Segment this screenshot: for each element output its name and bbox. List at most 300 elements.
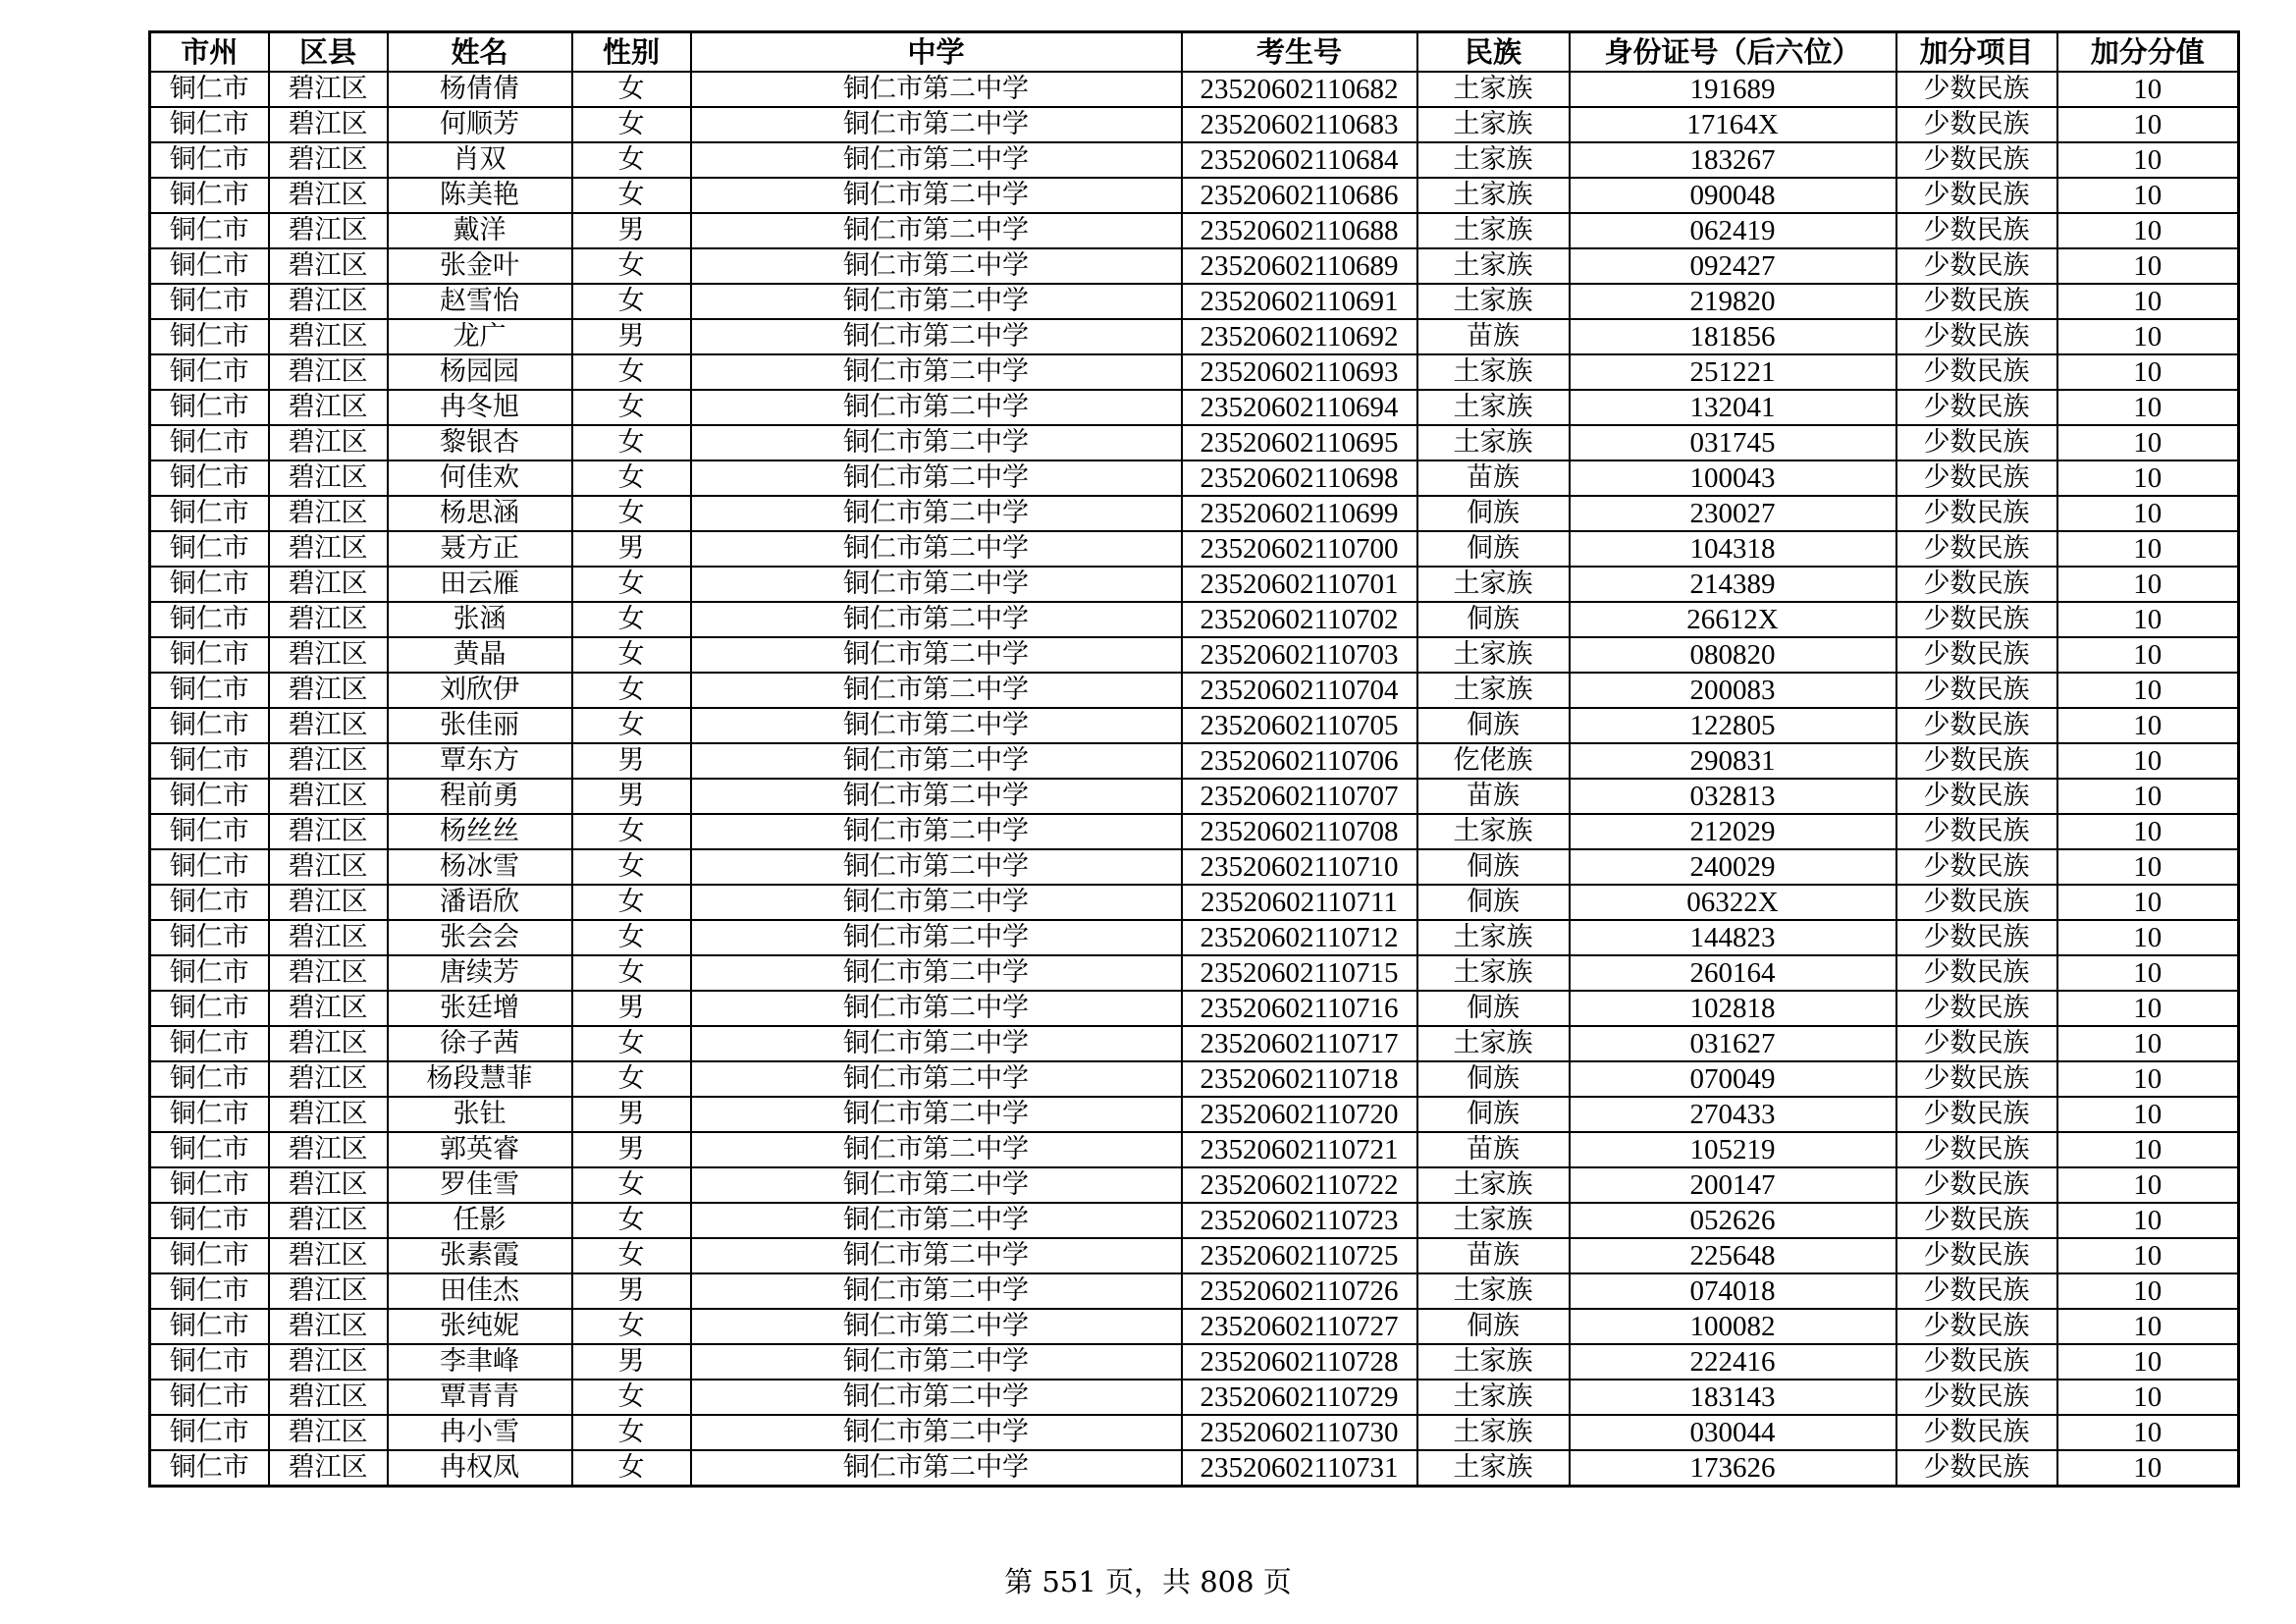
cell-exam-id: 23520602110707 <box>1182 779 1417 814</box>
cell-gender: 男 <box>572 531 691 567</box>
cell-gender: 女 <box>572 390 691 425</box>
cell-ethnicity: 土家族 <box>1417 354 1570 390</box>
cell-bonus-item: 少数民族 <box>1896 1097 2057 1132</box>
cell-bonus-item: 少数民族 <box>1896 1238 2057 1273</box>
cell-bonus-value: 10 <box>2057 142 2239 178</box>
cell-city: 铜仁市 <box>150 1309 269 1344</box>
table-row <box>150 460 2239 496</box>
cell-district: 碧江区 <box>269 284 388 319</box>
cell-gender: 男 <box>572 1132 691 1167</box>
cell-city: 铜仁市 <box>150 1415 269 1450</box>
cell-bonus-item: 少数民族 <box>1896 1415 2057 1450</box>
cell-city: 铜仁市 <box>150 673 269 708</box>
cell-district: 碧江区 <box>269 1203 388 1238</box>
cell-district: 碧江区 <box>269 248 388 284</box>
cell-city: 铜仁市 <box>150 602 269 637</box>
cell-gender: 女 <box>572 425 691 460</box>
table-row <box>150 284 2239 319</box>
cell-school: 铜仁市第二中学 <box>691 1380 1182 1415</box>
cell-bonus-item: 少数民族 <box>1896 1203 2057 1238</box>
cell-school: 铜仁市第二中学 <box>691 779 1182 814</box>
col-header-gender: 性别 <box>572 32 691 73</box>
cell-city: 铜仁市 <box>150 425 269 460</box>
cell-name: 罗佳雪 <box>388 1167 572 1203</box>
cell-school: 铜仁市第二中学 <box>691 531 1182 567</box>
cell-school: 铜仁市第二中学 <box>691 885 1182 920</box>
cell-name: 唐续芳 <box>388 955 572 991</box>
cell-gender: 女 <box>572 955 691 991</box>
cell-name: 杨段慧菲 <box>388 1061 572 1097</box>
cell-exam-id: 23520602110723 <box>1182 1203 1417 1238</box>
cell-exam-id: 23520602110720 <box>1182 1097 1417 1132</box>
cell-city: 铜仁市 <box>150 1238 269 1273</box>
cell-city: 铜仁市 <box>150 1061 269 1097</box>
cell-school: 铜仁市第二中学 <box>691 1203 1182 1238</box>
cell-bonus-value: 10 <box>2057 1238 2239 1273</box>
col-header-district: 区县 <box>269 32 388 73</box>
cell-id-last6: 173626 <box>1570 1450 1896 1487</box>
cell-gender: 女 <box>572 248 691 284</box>
cell-bonus-value: 10 <box>2057 637 2239 673</box>
cell-city: 铜仁市 <box>150 1344 269 1380</box>
cell-school: 铜仁市第二中学 <box>691 460 1182 496</box>
table-row <box>150 72 2239 107</box>
cell-exam-id: 23520602110706 <box>1182 743 1417 779</box>
cell-bonus-item: 少数民族 <box>1896 779 2057 814</box>
cell-ethnicity: 土家族 <box>1417 1273 1570 1309</box>
table-row <box>150 567 2239 602</box>
table-body <box>150 72 2239 1487</box>
cell-exam-id: 23520602110710 <box>1182 849 1417 885</box>
cell-ethnicity: 土家族 <box>1417 1450 1570 1487</box>
cell-id-last6: 290831 <box>1570 743 1896 779</box>
cell-gender: 男 <box>572 1273 691 1309</box>
table-row <box>150 425 2239 460</box>
cell-bonus-value: 10 <box>2057 390 2239 425</box>
cell-gender: 女 <box>572 673 691 708</box>
cell-bonus-value: 10 <box>2057 708 2239 743</box>
cell-city: 铜仁市 <box>150 567 269 602</box>
cell-gender: 女 <box>572 142 691 178</box>
table-row <box>150 1450 2239 1487</box>
cell-city: 铜仁市 <box>150 814 269 849</box>
table-row <box>150 142 2239 178</box>
table-row <box>150 354 2239 390</box>
cell-ethnicity: 侗族 <box>1417 496 1570 531</box>
cell-bonus-value: 10 <box>2057 1203 2239 1238</box>
cell-ethnicity: 侗族 <box>1417 1309 1570 1344</box>
cell-bonus-item: 少数民族 <box>1896 567 2057 602</box>
table-row <box>150 1238 2239 1273</box>
cell-district: 碧江区 <box>269 1167 388 1203</box>
cell-district: 碧江区 <box>269 496 388 531</box>
cell-city: 铜仁市 <box>150 991 269 1026</box>
cell-bonus-value: 10 <box>2057 1273 2239 1309</box>
col-header-city: 市州 <box>150 32 269 73</box>
cell-id-last6: 104318 <box>1570 531 1896 567</box>
cell-bonus-value: 10 <box>2057 319 2239 354</box>
cell-city: 铜仁市 <box>150 1167 269 1203</box>
cell-district: 碧江区 <box>269 213 388 248</box>
cell-id-last6: 100043 <box>1570 460 1896 496</box>
cell-bonus-value: 10 <box>2057 743 2239 779</box>
cell-bonus-item: 少数民族 <box>1896 1132 2057 1167</box>
cell-id-last6: 260164 <box>1570 955 1896 991</box>
cell-district: 碧江区 <box>269 425 388 460</box>
cell-bonus-item: 少数民族 <box>1896 460 2057 496</box>
cell-id-last6: 132041 <box>1570 390 1896 425</box>
table-row <box>150 1273 2239 1309</box>
cell-district: 碧江区 <box>269 460 388 496</box>
cell-district: 碧江区 <box>269 885 388 920</box>
cell-exam-id: 23520602110729 <box>1182 1380 1417 1415</box>
cell-id-last6: 200083 <box>1570 673 1896 708</box>
cell-district: 碧江区 <box>269 1273 388 1309</box>
cell-city: 铜仁市 <box>150 107 269 142</box>
cell-bonus-value: 10 <box>2057 1450 2239 1487</box>
cell-city: 铜仁市 <box>150 1203 269 1238</box>
col-header-ethnicity: 民族 <box>1417 32 1570 73</box>
cell-bonus-item: 少数民族 <box>1896 602 2057 637</box>
cell-district: 碧江区 <box>269 991 388 1026</box>
cell-ethnicity: 侗族 <box>1417 602 1570 637</box>
cell-ethnicity: 土家族 <box>1417 284 1570 319</box>
cell-city: 铜仁市 <box>150 142 269 178</box>
cell-exam-id: 23520602110684 <box>1182 142 1417 178</box>
cell-id-last6: 270433 <box>1570 1097 1896 1132</box>
cell-gender: 女 <box>572 1026 691 1061</box>
cell-school: 铜仁市第二中学 <box>691 1132 1182 1167</box>
table-row <box>150 1380 2239 1415</box>
cell-name: 何顺芳 <box>388 107 572 142</box>
table-row <box>150 390 2239 425</box>
cell-ethnicity: 土家族 <box>1417 107 1570 142</box>
cell-school: 铜仁市第二中学 <box>691 920 1182 955</box>
cell-bonus-value: 10 <box>2057 178 2239 213</box>
cell-id-last6: 06322X <box>1570 885 1896 920</box>
cell-district: 碧江区 <box>269 178 388 213</box>
cell-bonus-item: 少数民族 <box>1896 743 2057 779</box>
cell-exam-id: 23520602110704 <box>1182 673 1417 708</box>
cell-gender: 女 <box>572 1309 691 1344</box>
cell-bonus-item: 少数民族 <box>1896 814 2057 849</box>
cell-exam-id: 23520602110727 <box>1182 1309 1417 1344</box>
cell-school: 铜仁市第二中学 <box>691 1061 1182 1097</box>
cell-exam-id: 23520602110695 <box>1182 425 1417 460</box>
cell-ethnicity: 土家族 <box>1417 920 1570 955</box>
col-header-id-last6: 身份证号（后六位） <box>1570 32 1896 73</box>
cell-bonus-value: 10 <box>2057 1061 2239 1097</box>
cell-gender: 女 <box>572 849 691 885</box>
cell-bonus-item: 少数民族 <box>1896 955 2057 991</box>
cell-gender: 男 <box>572 991 691 1026</box>
cell-district: 碧江区 <box>269 1380 388 1415</box>
cell-bonus-value: 10 <box>2057 213 2239 248</box>
cell-ethnicity: 侗族 <box>1417 708 1570 743</box>
cell-bonus-item: 少数民族 <box>1896 1273 2057 1309</box>
cell-id-last6: 212029 <box>1570 814 1896 849</box>
cell-exam-id: 23520602110716 <box>1182 991 1417 1026</box>
cell-id-last6: 052626 <box>1570 1203 1896 1238</box>
cell-school: 铜仁市第二中学 <box>691 284 1182 319</box>
cell-bonus-item: 少数民族 <box>1896 1061 2057 1097</box>
cell-exam-id: 23520602110731 <box>1182 1450 1417 1487</box>
cell-id-last6: 26612X <box>1570 602 1896 637</box>
cell-district: 碧江区 <box>269 319 388 354</box>
cell-exam-id: 23520602110693 <box>1182 354 1417 390</box>
cell-bonus-item: 少数民族 <box>1896 213 2057 248</box>
cell-ethnicity: 土家族 <box>1417 390 1570 425</box>
table-row <box>150 1167 2239 1203</box>
cell-bonus-item: 少数民族 <box>1896 1167 2057 1203</box>
cell-bonus-item: 少数民族 <box>1896 1344 2057 1380</box>
cell-bonus-item: 少数民族 <box>1896 425 2057 460</box>
cell-ethnicity: 土家族 <box>1417 1344 1570 1380</box>
cell-exam-id: 23520602110712 <box>1182 920 1417 955</box>
cell-bonus-value: 10 <box>2057 849 2239 885</box>
cell-ethnicity: 土家族 <box>1417 1026 1570 1061</box>
cell-bonus-item: 少数民族 <box>1896 673 2057 708</box>
cell-ethnicity: 侗族 <box>1417 1061 1570 1097</box>
cell-school: 铜仁市第二中学 <box>691 425 1182 460</box>
cell-ethnicity: 土家族 <box>1417 1203 1570 1238</box>
cell-gender: 女 <box>572 602 691 637</box>
cell-city: 铜仁市 <box>150 213 269 248</box>
cell-district: 碧江区 <box>269 1450 388 1487</box>
cell-school: 铜仁市第二中学 <box>691 1344 1182 1380</box>
cell-ethnicity: 土家族 <box>1417 142 1570 178</box>
table-row <box>150 1097 2239 1132</box>
cell-id-last6: 032813 <box>1570 779 1896 814</box>
cell-name: 张会会 <box>388 920 572 955</box>
cell-school: 铜仁市第二中学 <box>691 178 1182 213</box>
cell-name: 黄晶 <box>388 637 572 673</box>
cell-district: 碧江区 <box>269 708 388 743</box>
cell-gender: 女 <box>572 920 691 955</box>
cell-gender: 女 <box>572 1450 691 1487</box>
cell-id-last6: 181856 <box>1570 319 1896 354</box>
cell-gender: 女 <box>572 72 691 107</box>
page-footer: 第 551 页，共 808 页 <box>1004 1565 1292 1598</box>
cell-city: 铜仁市 <box>150 496 269 531</box>
cell-name: 张金叶 <box>388 248 572 284</box>
cell-id-last6: 144823 <box>1570 920 1896 955</box>
cell-gender: 女 <box>572 708 691 743</box>
cell-ethnicity: 苗族 <box>1417 460 1570 496</box>
cell-district: 碧江区 <box>269 390 388 425</box>
cell-bonus-value: 10 <box>2057 955 2239 991</box>
cell-id-last6: 191689 <box>1570 72 1896 107</box>
cell-bonus-item: 少数民族 <box>1896 849 2057 885</box>
cell-ethnicity: 土家族 <box>1417 814 1570 849</box>
cell-city: 铜仁市 <box>150 319 269 354</box>
cell-bonus-value: 10 <box>2057 531 2239 567</box>
cell-city: 铜仁市 <box>150 1380 269 1415</box>
cell-city: 铜仁市 <box>150 920 269 955</box>
cell-id-last6: 183143 <box>1570 1380 1896 1415</box>
cell-district: 碧江区 <box>269 1309 388 1344</box>
table-row <box>150 248 2239 284</box>
table-row <box>150 955 2239 991</box>
cell-bonus-value: 10 <box>2057 460 2239 496</box>
cell-ethnicity: 土家族 <box>1417 955 1570 991</box>
cell-exam-id: 23520602110708 <box>1182 814 1417 849</box>
cell-exam-id: 23520602110715 <box>1182 955 1417 991</box>
cell-gender: 男 <box>572 1097 691 1132</box>
cell-school: 铜仁市第二中学 <box>691 743 1182 779</box>
cell-name: 杨倩倩 <box>388 72 572 107</box>
cell-name: 聂方正 <box>388 531 572 567</box>
cell-id-last6: 031627 <box>1570 1026 1896 1061</box>
cell-id-last6: 219820 <box>1570 284 1896 319</box>
cell-bonus-value: 10 <box>2057 920 2239 955</box>
cell-name: 冉小雪 <box>388 1415 572 1450</box>
cell-name: 程前勇 <box>388 779 572 814</box>
cell-bonus-item: 少数民族 <box>1896 284 2057 319</box>
cell-gender: 女 <box>572 1238 691 1273</box>
cell-ethnicity: 土家族 <box>1417 673 1570 708</box>
cell-district: 碧江区 <box>269 1415 388 1450</box>
cell-district: 碧江区 <box>269 1344 388 1380</box>
cell-ethnicity: 土家族 <box>1417 72 1570 107</box>
cell-school: 铜仁市第二中学 <box>691 72 1182 107</box>
cell-exam-id: 23520602110702 <box>1182 602 1417 637</box>
cell-gender: 女 <box>572 1380 691 1415</box>
cell-bonus-item: 少数民族 <box>1896 496 2057 531</box>
cell-gender: 女 <box>572 284 691 319</box>
cell-exam-id: 23520602110711 <box>1182 885 1417 920</box>
cell-city: 铜仁市 <box>150 1132 269 1167</box>
cell-name: 张廷增 <box>388 991 572 1026</box>
cell-school: 铜仁市第二中学 <box>691 602 1182 637</box>
cell-bonus-value: 10 <box>2057 1344 2239 1380</box>
cell-bonus-value: 10 <box>2057 1167 2239 1203</box>
cell-name: 杨丝丝 <box>388 814 572 849</box>
cell-school: 铜仁市第二中学 <box>691 1415 1182 1450</box>
cell-bonus-value: 10 <box>2057 496 2239 531</box>
bonus-points-table <box>148 30 2240 1488</box>
cell-exam-id: 23520602110689 <box>1182 248 1417 284</box>
cell-ethnicity: 土家族 <box>1417 425 1570 460</box>
cell-id-last6: 251221 <box>1570 354 1896 390</box>
cell-school: 铜仁市第二中学 <box>691 1273 1182 1309</box>
header-row <box>150 32 2239 73</box>
table-row <box>150 213 2239 248</box>
cell-school: 铜仁市第二中学 <box>691 955 1182 991</box>
cell-id-last6: 222416 <box>1570 1344 1896 1380</box>
cell-name: 张纯妮 <box>388 1309 572 1344</box>
cell-name: 杨冰雪 <box>388 849 572 885</box>
cell-district: 碧江区 <box>269 142 388 178</box>
cell-id-last6: 080820 <box>1570 637 1896 673</box>
cell-school: 铜仁市第二中学 <box>691 390 1182 425</box>
table-row <box>150 1415 2239 1450</box>
table-row <box>150 885 2239 920</box>
cell-ethnicity: 苗族 <box>1417 779 1570 814</box>
cell-district: 碧江区 <box>269 567 388 602</box>
col-header-name: 姓名 <box>388 32 572 73</box>
cell-name: 覃东方 <box>388 743 572 779</box>
cell-ethnicity: 侗族 <box>1417 531 1570 567</box>
cell-bonus-value: 10 <box>2057 72 2239 107</box>
cell-name: 潘语欣 <box>388 885 572 920</box>
cell-name: 覃青青 <box>388 1380 572 1415</box>
cell-id-last6: 17164X <box>1570 107 1896 142</box>
cell-ethnicity: 土家族 <box>1417 213 1570 248</box>
cell-district: 碧江区 <box>269 743 388 779</box>
cell-exam-id: 23520602110699 <box>1182 496 1417 531</box>
cell-ethnicity: 侗族 <box>1417 1097 1570 1132</box>
cell-gender: 女 <box>572 354 691 390</box>
cell-bonus-value: 10 <box>2057 814 2239 849</box>
cell-bonus-value: 10 <box>2057 284 2239 319</box>
cell-bonus-value: 10 <box>2057 673 2239 708</box>
cell-exam-id: 23520602110692 <box>1182 319 1417 354</box>
table-row <box>150 637 2239 673</box>
table-row <box>150 849 2239 885</box>
cell-city: 铜仁市 <box>150 248 269 284</box>
cell-bonus-item: 少数民族 <box>1896 708 2057 743</box>
table-row <box>150 920 2239 955</box>
cell-city: 铜仁市 <box>150 178 269 213</box>
cell-name: 陈美艳 <box>388 178 572 213</box>
table-row <box>150 991 2239 1026</box>
cell-bonus-value: 10 <box>2057 1132 2239 1167</box>
cell-name: 张素霞 <box>388 1238 572 1273</box>
table-row <box>150 1061 2239 1097</box>
cell-name: 戴洋 <box>388 213 572 248</box>
cell-bonus-item: 少数民族 <box>1896 107 2057 142</box>
cell-gender: 男 <box>572 779 691 814</box>
cell-school: 铜仁市第二中学 <box>691 849 1182 885</box>
cell-city: 铜仁市 <box>150 885 269 920</box>
cell-ethnicity: 土家族 <box>1417 1380 1570 1415</box>
cell-school: 铜仁市第二中学 <box>691 496 1182 531</box>
cell-ethnicity: 苗族 <box>1417 319 1570 354</box>
cell-bonus-value: 10 <box>2057 885 2239 920</box>
cell-gender: 男 <box>572 319 691 354</box>
cell-name: 黎银杏 <box>388 425 572 460</box>
cell-district: 碧江区 <box>269 1061 388 1097</box>
cell-name: 刘欣伊 <box>388 673 572 708</box>
cell-bonus-item: 少数民族 <box>1896 920 2057 955</box>
cell-name: 赵雪怡 <box>388 284 572 319</box>
cell-gender: 女 <box>572 460 691 496</box>
cell-city: 铜仁市 <box>150 743 269 779</box>
cell-bonus-item: 少数民族 <box>1896 1026 2057 1061</box>
cell-id-last6: 183267 <box>1570 142 1896 178</box>
table-row <box>150 814 2239 849</box>
cell-ethnicity: 土家族 <box>1417 637 1570 673</box>
cell-name: 田云雁 <box>388 567 572 602</box>
cell-name: 任影 <box>388 1203 572 1238</box>
cell-district: 碧江区 <box>269 354 388 390</box>
cell-school: 铜仁市第二中学 <box>691 319 1182 354</box>
cell-exam-id: 23520602110691 <box>1182 284 1417 319</box>
table-row <box>150 1132 2239 1167</box>
table-row <box>150 107 2239 142</box>
cell-district: 碧江区 <box>269 779 388 814</box>
cell-exam-id: 23520602110725 <box>1182 1238 1417 1273</box>
cell-bonus-value: 10 <box>2057 248 2239 284</box>
cell-id-last6: 070049 <box>1570 1061 1896 1097</box>
cell-district: 碧江区 <box>269 1097 388 1132</box>
col-header-bonus-value: 加分分值 <box>2057 32 2239 73</box>
cell-name: 张涵 <box>388 602 572 637</box>
cell-bonus-value: 10 <box>2057 1097 2239 1132</box>
cell-id-last6: 062419 <box>1570 213 1896 248</box>
cell-district: 碧江区 <box>269 1026 388 1061</box>
